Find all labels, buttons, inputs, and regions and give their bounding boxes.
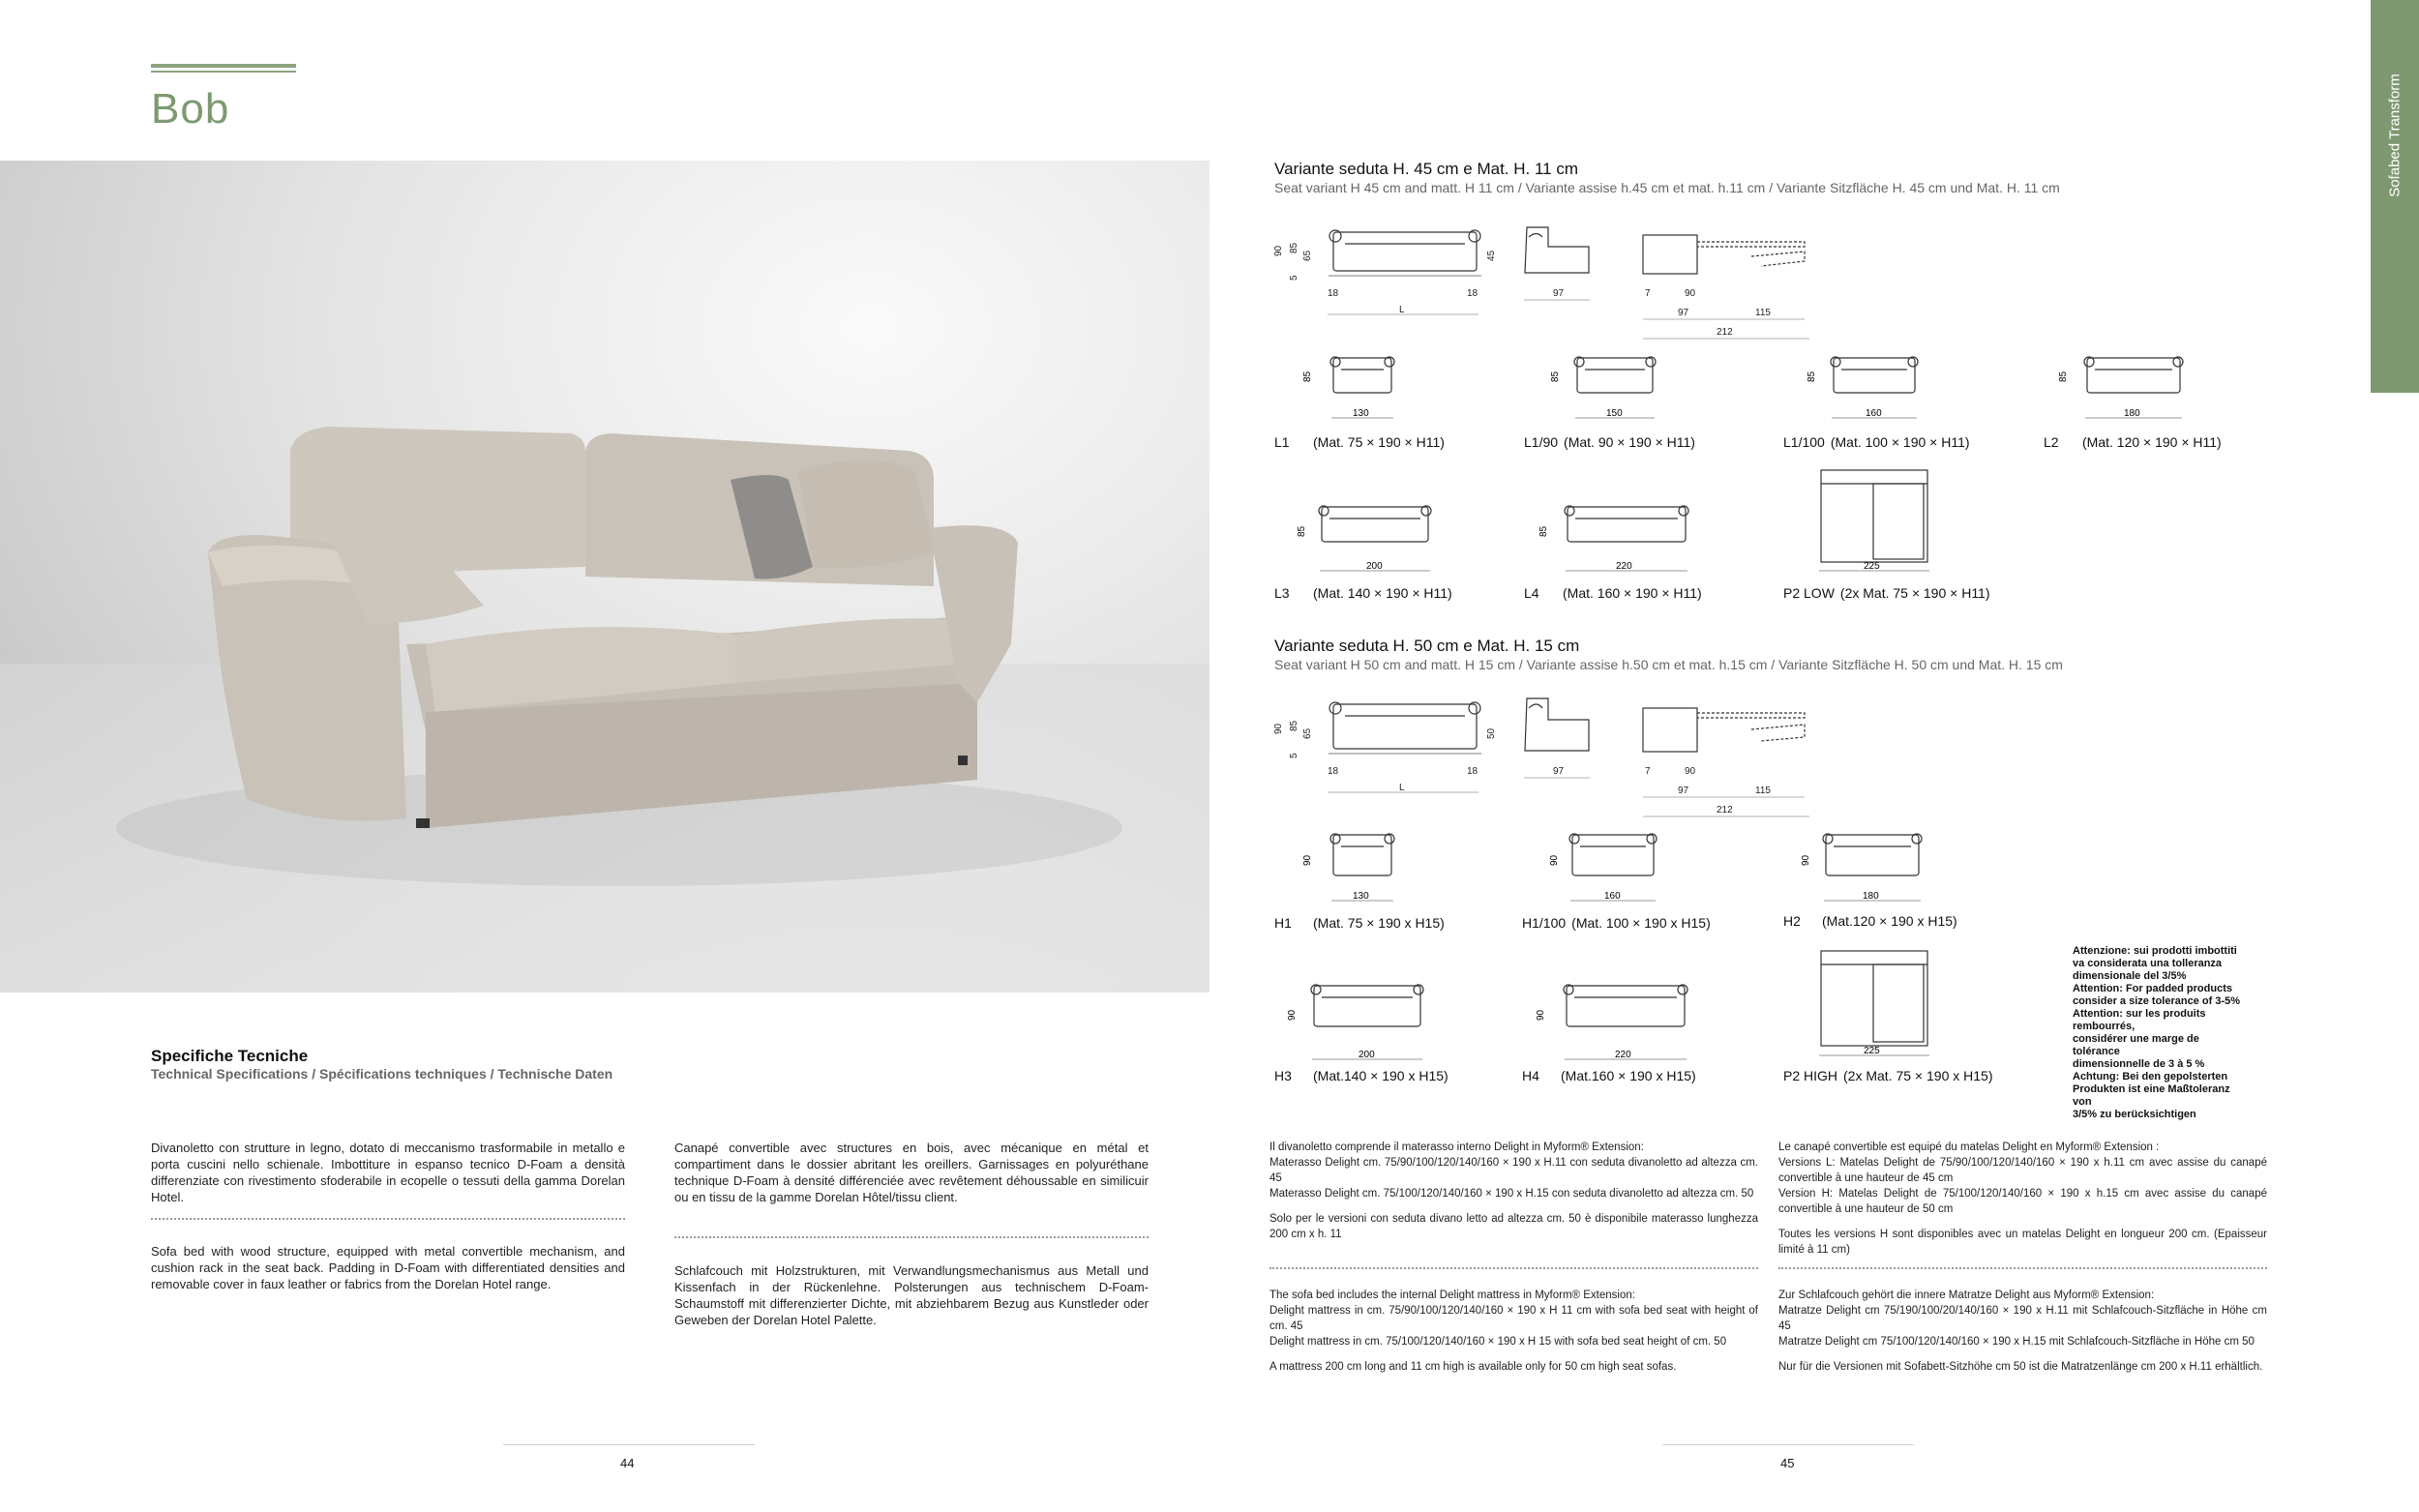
model-H2-drawing — [1795, 827, 1940, 909]
model-spec: (Mat. 90 × 190 × H11) — [1564, 434, 1695, 450]
dim-foot: 5 — [1289, 275, 1299, 281]
page-title: Bob — [151, 85, 230, 133]
model-H1-drawing — [1297, 827, 1413, 909]
dim-height-back: 85 — [1289, 242, 1299, 253]
dim-length: L — [1399, 305, 1405, 315]
divider — [151, 1218, 625, 1220]
model-spec: (Mat. 100 × 190 x H15) — [1571, 915, 1711, 931]
note-line: va considerata una tolleranza — [2073, 958, 2223, 969]
model-H3-caption — [1274, 1068, 1448, 1083]
model-L2-drawing — [2056, 348, 2201, 430]
dim-open-115: 115 — [1755, 308, 1771, 318]
model-L1-100-drawing — [1805, 348, 1940, 430]
mattress-line: The sofa bed includes the internal Delight mattress in Myform® Extension: — [1269, 1290, 1635, 1301]
dim-depth: 97 — [1553, 766, 1565, 777]
mattress-line: Zur Schlafcouch gehört die innere Matratze Delight aus Myform® Extension: — [1778, 1290, 2155, 1301]
note-line: considérer une marge de tolérance — [2073, 1033, 2199, 1057]
model-P2-LOW-drawing — [1809, 462, 1935, 580]
sofa-front-view — [1333, 232, 1477, 271]
dim-open-115: 115 — [1755, 786, 1771, 796]
dim-open-90: 90 — [1685, 288, 1696, 299]
tolerance-note — [2073, 945, 2247, 1121]
model-H1-height: 90 — [1302, 854, 1313, 866]
specs-text-fr: Canapé convertible avec structures en bois, avec mécanique en métal et compartiment dans le dossier abritant les oreillers. Garnissages en polyuréthane technique D-Foam à densité différenciée avec revêtement déhoussable en similicuir ou en tissu de la gamme Dorelan Hôtel/tissu client. — [674, 1141, 1149, 1204]
model-spec: (Mat. 120 × 190 × H11) — [2082, 434, 2222, 450]
dim-arm-right: 18 — [1467, 766, 1478, 777]
dim-open-97: 97 — [1678, 308, 1689, 318]
model-H4-caption — [1522, 1068, 1696, 1083]
section-tab-label: Sofabed Transform — [2386, 74, 2404, 197]
dim-open-97: 97 — [1678, 786, 1689, 796]
mattress-line: Version H: Matelas Delight de 75/100/120/140/160 × 190 x h.15 cm avec assise du canapé convertible à une hauteur de 50 cm — [1778, 1188, 2267, 1215]
mattress-line: A mattress 200 cm long and 11 cm high is available only for 50 cm high seat sofas. — [1269, 1361, 1677, 1373]
note-line: Produkten ist eine Maßtoleranz von — [2073, 1083, 2230, 1108]
model-L1-width: 130 — [1353, 408, 1369, 419]
model-code: L1 — [1274, 434, 1290, 450]
note-line: dimensionnelle de 3 à 5 % — [2073, 1058, 2205, 1070]
mattress-text-de — [1778, 1288, 2267, 1375]
model-L1-90-width: 150 — [1606, 408, 1623, 419]
model-H1-100-height: 90 — [1549, 854, 1560, 866]
model-H4-height: 90 — [1536, 1009, 1546, 1021]
model-P2-LOW-width: 225 — [1864, 561, 1880, 572]
dim-height-arm: 65 — [1302, 727, 1313, 739]
model-L1-caption — [1274, 434, 1445, 450]
mattress-line: Matratze Delight cm 75/190/100/20/140/160 × 190 x H.11 mit Schlafcouch-Sitzfläche in Höhe cm 45 — [1778, 1305, 2267, 1332]
specs-text-it: Divanoletto con strutture in legno, dotato di meccanismo trasformabile in metallo e porta cuscini nello schienale. Imbottiture in espanso tecnico D-Foam a densità differenziate con rivestimento sfoderabile in ecopelle o tessuti della gamma Dorelan Hotel. — [151, 1141, 625, 1204]
page-number-left: 44 — [620, 1456, 635, 1470]
dim-height-back: 85 — [1289, 720, 1299, 731]
note-line: Attention: sur les produits rembourrés, — [2073, 1008, 2206, 1032]
model-H3-drawing — [1277, 972, 1442, 1069]
model-L2-height: 85 — [2058, 371, 2069, 382]
model-code: H4 — [1522, 1068, 1539, 1083]
sofa-front-view — [1333, 704, 1477, 749]
model-L1-90-caption — [1524, 434, 1695, 450]
model-H1-caption — [1274, 915, 1445, 931]
model-L1-100-caption — [1783, 434, 1970, 450]
variant45-subheading: Seat variant H 45 cm and matt. H 11 cm / Variante assise h.45 cm et mat. h.11 cm / Variante Sitzfläche H. 45 cm und Mat. H. 11 cm — [1274, 180, 2060, 195]
footer-rule-right — [1662, 1444, 1914, 1445]
model-H3-height: 90 — [1287, 1009, 1298, 1021]
mattress-text-fr — [1778, 1140, 2267, 1258]
variant45-diagrams — [1268, 203, 1887, 348]
mattress-line: Matratze Delight cm 75/100/120/140/160 × 190 x H.15 mit Schlafcouch-Sitzfläche in Höhe cm 50 — [1778, 1336, 2255, 1348]
model-code: P2 LOW — [1783, 585, 1835, 601]
mattress-line: Delight mattress in cm. 75/100/120/140/160 × 190 x H 15 with sofa bed seat height of cm. 50 — [1269, 1336, 1727, 1348]
dim-arm-left: 18 — [1328, 766, 1339, 777]
dim-seat-height: 50 — [1486, 727, 1497, 739]
model-L1-90-drawing — [1548, 348, 1684, 430]
model-L3-drawing — [1287, 493, 1451, 580]
model-H4-drawing — [1524, 972, 1708, 1069]
variant50-diagrams — [1268, 681, 1887, 826]
dim-open-90: 90 — [1685, 766, 1696, 777]
mattress-line: Solo per le versioni con seduta divano letto ad altezza cm. 50 è disponibile materasso lunghezza 200 cm x h. 11 — [1269, 1213, 1758, 1240]
note-line: Achtung: Bei den gepolsterten — [2073, 1071, 2228, 1082]
mattress-line: Materasso Delight cm. 75/90/100/120/140/160 × 190 x H.11 con seduta divanoletto ad altezza cm. 45 — [1269, 1157, 1758, 1184]
model-spec: (Mat.140 × 190 x H15) — [1313, 1068, 1448, 1083]
model-H1-100-width: 160 — [1604, 891, 1621, 902]
model-code: L2 — [2044, 434, 2059, 450]
model-code: H3 — [1274, 1068, 1292, 1083]
note-line: dimensionale del 3/5% — [2073, 970, 2187, 982]
dim-open-total: 212 — [1717, 805, 1733, 815]
model-spec: (Mat. 75 × 190 x H15) — [1313, 915, 1445, 931]
model-spec: (Mat. 75 × 190 × H11) — [1313, 434, 1445, 450]
model-code: L3 — [1274, 585, 1290, 601]
model-H1-100-drawing — [1543, 827, 1679, 909]
model-L2-width: 180 — [2124, 408, 2140, 419]
variant50-heading: Variante seduta H. 50 cm e Mat. H. 15 cm — [1274, 637, 1580, 655]
divider — [1778, 1267, 2267, 1269]
model-spec: (Mat.160 × 190 x H15) — [1561, 1068, 1696, 1083]
note-line: Attention: For padded products — [2073, 983, 2232, 994]
specs-text-en: Sofa bed with wood structure, equipped with metal convertible mechanism, and cushion rack in the seat back. Padding in D-Foam with differentiated densities and removable cover in faux leather or fabrics from the Dorelan Hotel range. — [151, 1244, 625, 1291]
mattress-line: Nur für die Versionen mit Sofabett-Sitzhöhe cm 50 ist die Matratzenlänge cm 200 x H.11 erhältlich. — [1778, 1361, 2263, 1373]
model-code: H2 — [1783, 913, 1801, 929]
dim-arm-left: 18 — [1328, 288, 1339, 299]
model-L4-height: 85 — [1538, 525, 1549, 537]
model-P2-HIGH-drawing — [1809, 943, 1935, 1064]
model-L1-100-width: 160 — [1866, 408, 1882, 419]
sofa-open-side-view — [1643, 708, 1697, 752]
model-spec: (Mat. 140 × 190 × H11) — [1313, 585, 1452, 601]
sofa-open-side-view — [1643, 235, 1697, 274]
dim-length: L — [1399, 783, 1405, 793]
dim-gap: 7 — [1645, 288, 1651, 299]
note-line: 3/5% zu berücksichtigen — [2073, 1109, 2196, 1120]
model-code: L1/90 — [1524, 434, 1559, 450]
mattress-line: Toutes les versions H sont disponibles avec un matelas Delight en longueur 200 cm. (Epaisseur limité à 11 cm) — [1778, 1229, 2267, 1256]
divider — [1269, 1267, 1758, 1269]
dim-foot: 5 — [1289, 753, 1299, 758]
model-L3-height: 85 — [1297, 525, 1307, 537]
mattress-line: Il divanoletto comprende il materasso interno Delight in Myform® Extension: — [1269, 1141, 1644, 1153]
mattress-line: Le canapé convertible est equipé du matelas Delight en Myform® Extension : — [1778, 1141, 2160, 1153]
model-L3-caption — [1274, 585, 1452, 601]
model-P2-HIGH-width: 225 — [1864, 1046, 1880, 1056]
mattress-line: Materasso Delight cm. 75/100/120/140/160 × 190 x H.15 con seduta divanoletto ad altezza cm. 50 — [1269, 1188, 1754, 1200]
mattress-text-en — [1269, 1288, 1758, 1375]
model-code: L1/100 — [1783, 434, 1825, 450]
dim-height-total: 90 — [1273, 245, 1284, 256]
model-spec: (Mat. 100 × 190 × H11) — [1830, 434, 1970, 450]
mattress-text-it — [1269, 1140, 1758, 1242]
model-L1-90-height: 85 — [1550, 371, 1561, 382]
model-L2-caption — [2044, 434, 2222, 450]
mattress-line: Delight mattress in cm. 75/90/100/120/140/160 × 190 x H 11 cm with sofa bed seat with height of cm. 45 — [1269, 1305, 1758, 1332]
product-photo — [0, 161, 1210, 993]
model-H4-width: 220 — [1615, 1050, 1631, 1060]
model-H2-height: 90 — [1801, 854, 1811, 866]
model-H2-caption — [1783, 913, 1957, 929]
model-spec: (2x Mat. 75 × 190 × H11) — [1839, 585, 1990, 601]
dim-height-arm: 65 — [1302, 250, 1313, 261]
note-line: consider a size tolerance of 3-5% — [2073, 995, 2241, 1007]
variant50-subheading: Seat variant H 50 cm and matt. H 15 cm / Variante assise h.50 cm et mat. h.15 cm / Variante Sitzfläche H. 50 cm und Mat. H. 15 cm — [1274, 657, 2063, 672]
mattress-line: Versions L: Matelas Delight de 75/90/100/120/140/160 × 190 x h.11 cm avec assise du canapé convertible à une hauteur de 45 cm — [1778, 1157, 2267, 1184]
variant45-heading: Variante seduta H. 45 cm e Mat. H. 11 cm — [1274, 160, 1579, 178]
divider — [674, 1236, 1149, 1238]
model-H1-width: 130 — [1353, 891, 1369, 902]
dim-seat-height: 45 — [1486, 250, 1497, 261]
model-L3-width: 200 — [1366, 561, 1383, 572]
model-H3-width: 200 — [1359, 1050, 1375, 1060]
section-tab — [2371, 0, 2419, 393]
model-L4-caption — [1524, 585, 1702, 601]
model-code: P2 HIGH — [1783, 1068, 1838, 1083]
model-code: L4 — [1524, 585, 1539, 601]
title-rule — [151, 64, 296, 73]
model-P2-LOW-caption — [1783, 585, 1990, 601]
model-P2-HIGH-caption — [1783, 1068, 1992, 1083]
footer-rule-left — [503, 1444, 755, 1445]
sofa-illustration — [0, 161, 1210, 993]
model-code: H1/100 — [1522, 915, 1567, 931]
model-spec: (2x Mat. 75 × 190 x H15) — [1843, 1068, 1993, 1083]
model-L4-drawing — [1529, 493, 1703, 580]
model-H1-100-caption — [1522, 915, 1711, 931]
dim-height-total: 90 — [1273, 723, 1284, 734]
dim-depth: 97 — [1553, 288, 1565, 299]
model-code: H1 — [1274, 915, 1292, 931]
specs-text-de: Schlafcouch mit Holzstrukturen, mit Verwandlungsmechanismus aus Metall und Kissenfach in der Rückenlehne. Polsterungen aus technischem D-Foam-Schaumstoff mit differenzierter Dichte, mit abziehbarem Bezug aus Kunstleder oder Geweben der Dorelan Hotel Palette. — [674, 1263, 1149, 1327]
note-line: Attenzione: sui prodotti imbottiti — [2073, 945, 2237, 957]
sofa-side-view — [1525, 698, 1589, 751]
model-L1-100-height: 85 — [1807, 371, 1817, 382]
dim-open-total: 212 — [1717, 327, 1733, 338]
model-L4-width: 220 — [1616, 561, 1632, 572]
model-H2-width: 180 — [1863, 891, 1879, 902]
model-spec: (Mat.120 × 190 x H15) — [1822, 913, 1957, 929]
model-spec: (Mat. 160 × 190 × H11) — [1563, 585, 1702, 601]
specs-subheading: Technical Specifications / Spécifications techniques / Technische Daten — [151, 1066, 613, 1082]
specs-heading: Specifiche Tecniche — [151, 1047, 309, 1065]
model-L1-height: 85 — [1302, 371, 1313, 382]
page-number-right: 45 — [1780, 1456, 1795, 1470]
dim-arm-right: 18 — [1467, 288, 1478, 299]
model-L1-drawing — [1297, 348, 1413, 430]
dim-gap: 7 — [1645, 766, 1651, 777]
